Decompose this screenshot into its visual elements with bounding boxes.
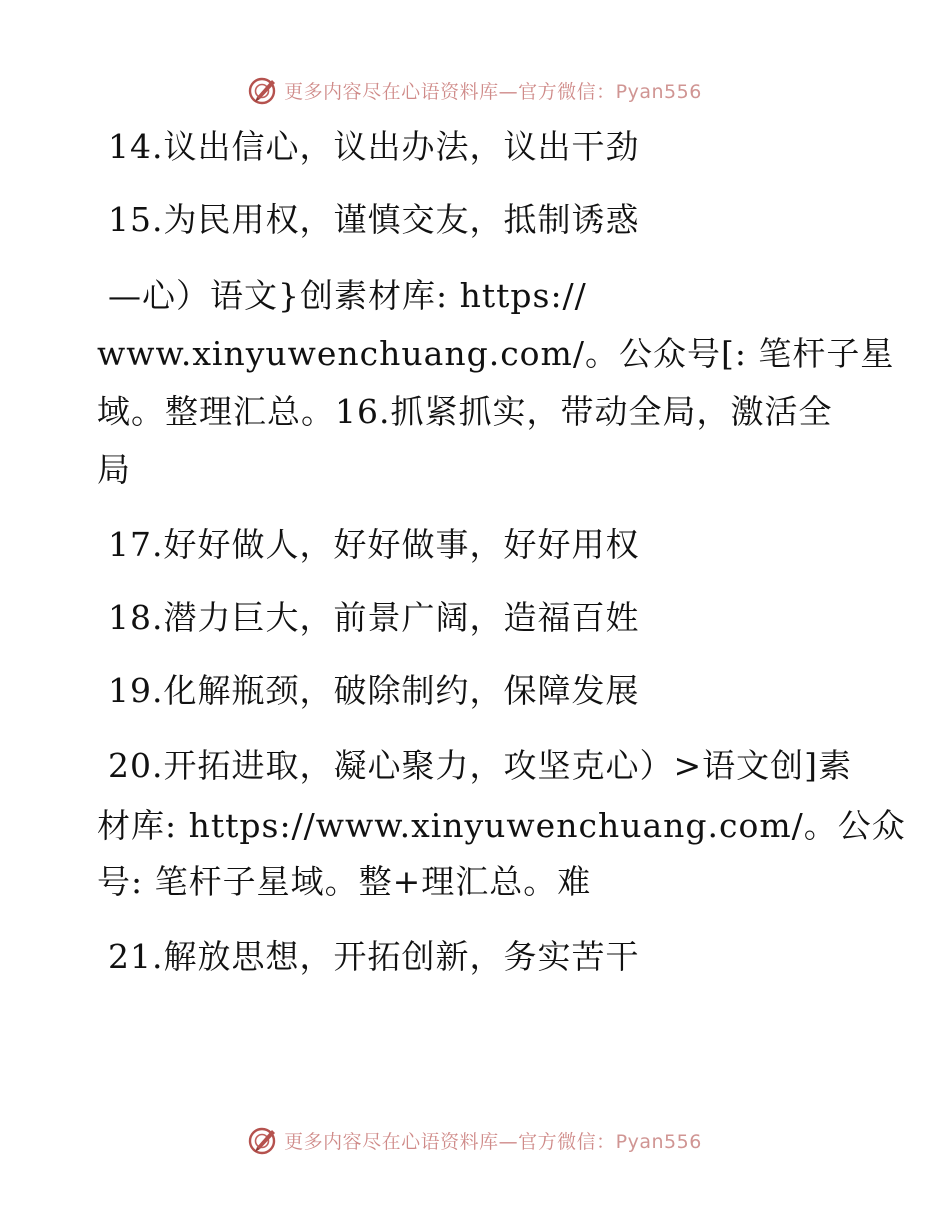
text-line: 21.解放思想，开拓创新，务实苦干 — [108, 937, 640, 976]
watermark-handle: Pyan556 — [615, 80, 702, 103]
text-line: 局 — [97, 450, 131, 489]
text-line: 15.为民用权，谨慎交友，抵制诱惑 — [108, 200, 640, 239]
footer-watermark — [0, 1120, 950, 1160]
text-line: www.xinyuwenchuang.com/。公众号[: 笔杆子星 — [97, 334, 895, 373]
pen-logo-icon — [248, 1125, 278, 1155]
text-line: 19.化解瓶颈，破除制约，保障发展 — [108, 671, 640, 710]
text-line: —心）语文}创素材库: https:// — [108, 276, 587, 315]
text-line: 域。整理汇总。16.抓紧抓实，带动全局，激活全 — [97, 392, 833, 431]
text-line: 14.议出信心，议出办法，议出干劲 — [108, 127, 640, 166]
text-line: 17.好好做人，好好做事，好好用权 — [108, 525, 640, 564]
watermark-handle: Pyan556 — [615, 1130, 702, 1153]
text-line: 18.潜力巨大，前景广阔，造福百姓 — [108, 598, 640, 637]
watermark-text: 更多内容尽在心语资料库—官方微信：Pyan556 — [284, 80, 702, 103]
text-line: 号: 笔杆子星域。整+理汇总。难 — [97, 862, 592, 901]
text-line: 材库: https://www.xinyuwenchuang.com/。公众 — [97, 806, 906, 845]
watermark-text: 更多内容尽在心语资料库—官方微信：Pyan556 — [284, 1130, 702, 1153]
text-line: 20.开拓进取，凝心聚力，攻坚克心）>语文创]素 — [108, 746, 853, 785]
